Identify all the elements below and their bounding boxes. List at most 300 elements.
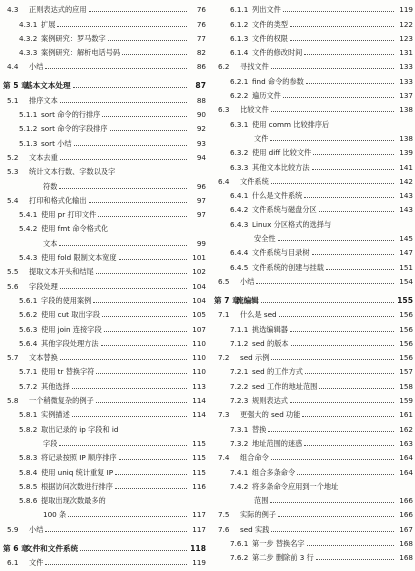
toc-page-number: 156 — [399, 310, 413, 320]
toc-entry — [3, 448, 206, 462]
toc-entry-title: 文件的类型 — [252, 19, 288, 29]
toc-dot-leader — [60, 358, 187, 360]
toc-entry — [214, 548, 413, 562]
toc-entry-number: 7.1.1 — [230, 324, 249, 334]
toc-entry-title: 使用 uniq 统计重复 IP — [41, 467, 114, 477]
toc-dot-leader — [119, 258, 187, 260]
toc-page-number: 96 — [196, 181, 206, 191]
toc-entry-number: 7.2.1 — [230, 367, 249, 377]
toc-entry-title: 文件的修改时间 — [252, 48, 303, 58]
toc-entry — [3, 176, 206, 190]
toc-entry-title: 提取文本开头和结尾 — [29, 267, 94, 277]
toc-entry-title: 组合多条命令 — [252, 467, 296, 477]
toc-page-number: 86 — [196, 62, 206, 72]
toc-entry — [3, 14, 206, 28]
toc-dot-leader — [45, 563, 187, 565]
toc-entry — [3, 162, 206, 176]
toc-entry-number: 5.1.3 — [19, 138, 38, 148]
toc-entry — [3, 133, 206, 147]
toc-dot-leader — [319, 210, 394, 212]
toc-entry-title: 案例研究：罗马数字 — [41, 33, 106, 43]
toc-entry-number: 5.6.3 — [19, 324, 38, 334]
toc-entry-number: 5.1.1 — [19, 110, 38, 120]
toc-entry-title: 第一步 替换名字 — [252, 538, 305, 548]
toc-entry-number: 5.3 — [7, 167, 19, 177]
toc-dot-leader — [60, 101, 187, 103]
toc-page-number: 102 — [192, 267, 206, 277]
toc-entry — [214, 534, 413, 548]
toc-page-number: 143 — [399, 205, 413, 215]
toc-entry — [3, 119, 206, 133]
toc-entry-number: 6.1.4 — [230, 48, 249, 58]
toc-entry-title: 使用 comm 比较排序后 — [252, 119, 330, 129]
toc-entry — [3, 348, 206, 362]
toc-page-number: 104 — [192, 281, 206, 291]
toc-entry-title: 组合命令 — [240, 453, 269, 463]
toc-entry — [214, 477, 413, 491]
toc-entry — [214, 229, 413, 243]
toc-dot-leader — [68, 515, 187, 517]
toc-entry — [214, 391, 413, 405]
toc-entry-title: sed 实践 — [240, 524, 270, 534]
toc-page-number: 138 — [399, 105, 413, 115]
toc-entry-title: 什么是文件系统 — [252, 191, 303, 201]
toc-entry — [3, 233, 206, 247]
toc-entry — [3, 43, 206, 57]
toc-chapter-entry — [3, 534, 206, 553]
toc-page-number: 119 — [192, 557, 206, 567]
toc-entry-title: 符数 — [43, 181, 58, 191]
toc-entry-number: 7.3 — [218, 410, 230, 420]
toc-page-number: 115 — [192, 438, 206, 448]
toc-page-number: 107 — [192, 324, 206, 334]
toc-dot-leader — [271, 458, 394, 460]
toc-entry-number: 7.4 — [218, 453, 230, 463]
toc-entry-title: 文本替换 — [29, 353, 58, 363]
toc-page-number: 117 — [192, 524, 206, 534]
toc-entry-number: 6.4.3 — [230, 219, 249, 229]
toc-entry — [214, 100, 413, 114]
toc-entry-title: 使用 diff 比较文件 — [252, 148, 312, 158]
toc-page-number: 168 — [399, 553, 413, 563]
toc-page-number: 123 — [399, 33, 413, 43]
toc-entry-title: sed 示例 — [240, 353, 270, 363]
toc-entry — [3, 148, 206, 162]
toc-entry-number: 6.1.1 — [230, 5, 249, 15]
toc-entry-number: 6.2.2 — [230, 91, 249, 101]
toc-dot-leader — [115, 473, 187, 475]
toc-dot-leader — [45, 530, 187, 532]
toc-entry-title: 使用 pr 打印文件 — [41, 210, 97, 220]
toc-entry — [3, 29, 206, 43]
toc-entry — [3, 319, 206, 333]
toc-dot-leader — [59, 187, 187, 189]
toc-entry — [214, 334, 413, 348]
toc-entry — [214, 419, 413, 433]
toc-entry-number: 6.2.1 — [230, 76, 249, 86]
toc-entry-number: 7.3.1 — [230, 424, 249, 434]
toc-dot-leader — [60, 287, 187, 289]
toc-entry-title: find 命令的参数 — [252, 76, 304, 86]
toc-entry — [3, 90, 206, 104]
toc-entry — [3, 491, 206, 505]
toc-entry-title: sed 的版本 — [252, 338, 289, 348]
toc-entry-title: 文件系统与目录树 — [252, 248, 310, 258]
toc-page-number: 110 — [192, 338, 206, 348]
toc-page-number: 76 — [196, 5, 206, 15]
toc-entry-title: 文件系统与磁盘分区 — [252, 205, 317, 215]
toc-entry-title: 小结 — [29, 62, 44, 72]
toc-dot-leader — [306, 82, 394, 84]
toc-entry — [214, 186, 413, 200]
toc-entry-title: 文件 — [254, 133, 269, 143]
toc-entry-title: 取出记录的 ip 字段和 id — [41, 424, 119, 434]
toc-entry-number: 5.6.1 — [19, 295, 38, 305]
toc-entry-title: 使用 fold 限制文本宽度 — [41, 253, 117, 263]
toc-entry — [214, 376, 413, 390]
toc-page-number: 138 — [399, 133, 413, 143]
toc-dot-leader — [72, 387, 187, 389]
toc-dot-leader — [319, 387, 394, 389]
toc-entry — [214, 29, 413, 43]
toc-entry — [214, 157, 413, 171]
toc-dot-leader — [59, 244, 187, 246]
toc-dot-leader — [290, 401, 394, 403]
toc-entry-title: 使用 tr 替换字符 — [41, 367, 95, 377]
toc-entry-number: 6.4.1 — [230, 191, 249, 201]
toc-entry — [214, 57, 413, 71]
toc-entry-title: sort 命令的字段排序 — [41, 124, 108, 134]
toc-entry-title: 挑选编辑器 — [252, 324, 288, 334]
toc-chapter-entry — [3, 71, 206, 90]
toc-entry-number: 7.2.2 — [230, 381, 249, 391]
toc-dot-leader — [110, 129, 187, 131]
toc-entry-title: 比较文件 — [240, 105, 269, 115]
toc-dot-leader — [89, 10, 187, 12]
toc-entry-number: 6.1 — [7, 557, 19, 567]
toc-entry-number: 7.4.1 — [230, 467, 249, 477]
toc-entry-number: 6.3.3 — [230, 162, 249, 172]
toc-entry-number: 第 6 章 — [3, 543, 29, 553]
toc-dot-leader — [326, 268, 394, 270]
toc-dot-leader — [313, 153, 394, 155]
toc-entry-number: 5.4.1 — [19, 210, 38, 220]
toc-dot-leader — [104, 330, 187, 332]
toc-entry — [3, 477, 206, 491]
toc-entry-number: 5.8.6 — [19, 496, 38, 506]
toc-dot-leader — [102, 315, 187, 317]
toc-dot-leader — [268, 430, 394, 432]
toc-entry-title: 流编辑 — [236, 295, 259, 305]
toc-entry-title: 第二步 删除前 3 行 — [252, 553, 314, 563]
toc-dot-leader — [270, 139, 394, 141]
toc-entry-title: 打印和格式化输出 — [29, 195, 87, 205]
toc-page-number: 115 — [192, 467, 206, 477]
toc-entry-number: 4.3.1 — [19, 19, 38, 29]
toc-column-left — [3, 0, 206, 571]
toc-dot-leader — [271, 358, 394, 360]
toc-entry-number: 4.3.2 — [19, 33, 38, 43]
toc-page-number: 105 — [192, 310, 206, 320]
toc-page-number: 99 — [196, 238, 206, 248]
toc-dot-leader — [316, 558, 394, 560]
toc-dot-leader — [304, 196, 394, 198]
toc-dot-leader — [278, 239, 394, 241]
toc-entry-number: 7.6.1 — [230, 538, 249, 548]
toc-page-number: 168 — [399, 538, 413, 548]
toc-page-number: 166 — [399, 496, 413, 506]
toc-page-number: 88 — [196, 95, 206, 105]
toc-dot-leader — [290, 39, 394, 41]
toc-dot-leader — [305, 372, 394, 374]
toc-page-number: 164 — [399, 453, 413, 463]
toc-entry — [214, 172, 413, 186]
toc-entry-title: 范围 — [254, 496, 269, 506]
toc-page-number: 114 — [192, 410, 206, 420]
toc-entry-title: 根据访问次数进行排序 — [41, 481, 113, 491]
toc-dot-leader — [115, 487, 187, 489]
toc-entry-number: 5.4.2 — [19, 224, 38, 234]
toc-dot-leader — [271, 110, 394, 112]
toc-page-number: 142 — [399, 176, 413, 186]
toc-entry-number: 7.2 — [218, 353, 230, 363]
toc-entry-title: sed 工作的地址范围 — [252, 381, 318, 391]
toc-entry-title: 规则表达式 — [252, 396, 288, 406]
toc-entry-title: 其他字段处理方法 — [41, 338, 99, 348]
toc-entry — [214, 200, 413, 214]
toc-entry — [214, 114, 413, 128]
toc-entry-title: 文本 — [43, 238, 58, 248]
toc-entry — [214, 434, 413, 448]
toc-dot-leader — [283, 10, 394, 12]
toc-entry-number: 6.4.2 — [230, 205, 249, 215]
toc-page-number: 82 — [196, 48, 206, 58]
toc-dot-leader — [302, 415, 394, 417]
toc-entry-title: 其他文本比较方法 — [252, 162, 310, 172]
toc-page-number: 131 — [399, 48, 413, 58]
toc-entry — [3, 334, 206, 348]
toc-entry-number: 5.7 — [7, 353, 19, 363]
toc-entry-title: 字段的使用案例 — [41, 295, 92, 305]
toc-page-number: 156 — [399, 324, 413, 334]
toc-entry — [3, 262, 206, 276]
toc-dot-leader — [271, 67, 394, 69]
toc-entry-number: 5.4 — [7, 195, 19, 205]
toc-dot-leader — [290, 330, 394, 332]
toc-entry — [214, 143, 413, 157]
toc-page-number: 122 — [399, 19, 413, 29]
toc-chapter-entry — [214, 286, 413, 305]
toc-entry-title: 文件系统的创建与挂载 — [252, 262, 324, 272]
toc-entry-number: 第 7 章 — [214, 295, 240, 305]
toc-entry-number: 6.1.2 — [230, 19, 249, 29]
toc-page-number: 137 — [399, 91, 413, 101]
toc-entry — [3, 376, 206, 390]
toc-dot-leader — [98, 215, 187, 217]
toc-dot-leader — [96, 372, 187, 374]
toc-entry-title: 地址范围的迷惑 — [252, 438, 303, 448]
toc-entry-title: 案例研究：解析电话号码 — [41, 48, 121, 58]
toc-entry-number: 6.1.3 — [230, 33, 249, 43]
toc-page-number: 155 — [397, 295, 413, 305]
toc-entry-title: sed 的工作方式 — [252, 367, 303, 377]
toc-page-number: 113 — [192, 381, 206, 391]
toc-entry — [3, 191, 206, 205]
toc-entry-number: 6.3.1 — [230, 119, 249, 129]
toc-dot-leader — [297, 473, 394, 475]
toc-dot-leader — [96, 272, 187, 274]
toc-entry-title: 替换 — [252, 424, 267, 434]
toc-entry-title: Linux 分区格式的选择与 — [252, 219, 332, 229]
toc-entry-title: 文件系统 — [240, 176, 269, 186]
toc-entry-number: 5.1.2 — [19, 124, 38, 134]
toc-entry-title: 其他选择 — [41, 381, 70, 391]
toc-entry-number: 7.4.2 — [230, 481, 249, 491]
toc-column-right — [214, 0, 413, 571]
toc-entry — [214, 462, 413, 476]
toc-entry-number: 6.3.2 — [230, 148, 249, 158]
toc-entry-number: 6.2 — [218, 62, 230, 72]
toc-entry — [3, 291, 206, 305]
toc-page-number: 151 — [399, 262, 413, 272]
toc-dot-leader — [73, 86, 187, 88]
toc-dot-leader — [101, 344, 187, 346]
toc-entry-number: 5.8 — [7, 396, 19, 406]
toc-page-number: 117 — [192, 510, 206, 520]
toc-page-number: 156 — [399, 353, 413, 363]
toc-dot-leader — [312, 253, 394, 255]
toc-entry-title: 正则表达式的应用 — [29, 5, 87, 15]
toc-page-number: 133 — [399, 76, 413, 86]
toc-entry-title: sort 命令的行排序 — [41, 110, 101, 120]
toc-entry-title: 文本去重 — [29, 152, 58, 162]
toc-entry — [3, 462, 206, 476]
toc-entry — [214, 71, 413, 85]
toc-page-number: 104 — [192, 295, 206, 305]
toc-dot-leader — [261, 301, 394, 303]
toc-dot-leader — [72, 415, 187, 417]
toc-page-number: 159 — [399, 396, 413, 406]
toc-page-number: 116 — [192, 481, 206, 491]
toc-entry-title: 提取出现次数最多的 — [41, 496, 106, 506]
toc-entry — [214, 405, 413, 419]
toc-entry-number: 6.3 — [218, 105, 230, 115]
toc-dot-leader — [74, 144, 187, 146]
toc-page-number: 76 — [196, 19, 206, 29]
toc-entry — [214, 505, 413, 519]
toc-entry-title: 更强大的 sed 功能 — [240, 410, 301, 420]
toc-entry-title: 文件和文件系统 — [25, 543, 79, 553]
toc-dot-leader — [283, 96, 394, 98]
toc-entry-title: 使用 join 连接字段 — [41, 324, 102, 334]
toc-page-number: 161 — [399, 410, 413, 420]
toc-entry-title: 将记录按照 IP 顺序排序 — [41, 453, 117, 463]
toc-entry — [214, 491, 413, 505]
toc-dot-leader — [102, 115, 187, 117]
toc-page-number: 94 — [196, 152, 206, 162]
toc-entry — [214, 0, 413, 14]
toc-page-number: 143 — [399, 191, 413, 201]
toc-entry — [214, 348, 413, 362]
toc-page-number: 119 — [399, 5, 413, 15]
toc-entry-title: 扩展 — [41, 19, 56, 29]
toc-page-number: 145 — [399, 234, 413, 244]
toc-entry-title: 寻找文件 — [240, 62, 269, 72]
toc-entry-number: 5.9 — [7, 524, 19, 534]
toc-entry-title: 文件 — [29, 557, 44, 567]
toc-entry-title: 遍历文件 — [252, 91, 281, 101]
toc-dot-leader — [304, 444, 394, 446]
toc-dot-leader — [89, 201, 187, 203]
toc-entry-number: 5.1 — [7, 95, 19, 105]
toc-entry — [214, 243, 413, 257]
toc-page-number: 93 — [196, 138, 206, 148]
toc-entry — [214, 43, 413, 57]
toc-entry — [3, 391, 206, 405]
toc-entry — [3, 362, 206, 376]
toc-page-number: 87 — [195, 81, 206, 91]
toc-dot-leader — [291, 344, 394, 346]
toc-entry — [214, 129, 413, 143]
toc-page-number: 101 — [192, 253, 206, 263]
toc-dot-leader — [108, 39, 187, 41]
toc-page-number: 110 — [192, 367, 206, 377]
toc-dot-leader — [119, 458, 187, 460]
toc-entry-title: 使用 cut 取出字段 — [41, 310, 101, 320]
toc-page-number: 90 — [196, 110, 206, 120]
toc-entry-number: 7.6 — [218, 524, 230, 534]
toc-entry — [3, 505, 206, 519]
toc-entry-title: sort 小结 — [41, 138, 72, 148]
toc-entry-number: 5.8.2 — [19, 424, 38, 434]
toc-entry — [214, 257, 413, 271]
toc-dot-leader — [60, 158, 187, 160]
toc-entry — [214, 362, 413, 376]
toc-entry-number: 第 5 章 — [3, 81, 29, 91]
toc-entry — [214, 272, 413, 286]
toc-entry-title: 字段 — [43, 438, 58, 448]
toc-entry — [3, 276, 206, 290]
toc-entry-title: 实例描述 — [41, 410, 70, 420]
toc-dot-leader — [96, 401, 187, 403]
toc-entry-title: 字段处理 — [29, 281, 58, 291]
toc-entry-number: 5.8.1 — [19, 410, 38, 420]
toc-dot-leader — [93, 301, 187, 303]
toc-entry-title: 小结 — [240, 276, 255, 286]
toc-entry-number: 4.4 — [7, 62, 19, 72]
toc-entry — [214, 305, 413, 319]
toc-entry-title: 什么是 sed — [240, 310, 277, 320]
toc-page-number: 156 — [399, 338, 413, 348]
toc-entry-title: 列出文件 — [252, 5, 281, 15]
toc-entry-number: 6.4 — [218, 176, 230, 186]
toc-page-number: 77 — [196, 33, 206, 43]
toc-entry-title: 安全性 — [254, 234, 276, 244]
toc-entry — [3, 434, 206, 448]
toc-entry-number: 6.4.5 — [230, 262, 249, 272]
toc-entry-number: 5.5 — [7, 267, 19, 277]
toc-entry-number: 5.6.4 — [19, 338, 38, 348]
toc-entry — [214, 448, 413, 462]
toc-entry — [3, 105, 206, 119]
toc-entry-title: 排序文本 — [29, 95, 58, 105]
toc-entry-number: 6.5 — [218, 276, 230, 286]
toc-dot-leader — [290, 25, 394, 27]
toc-dot-leader — [279, 315, 394, 317]
toc-dot-leader — [304, 53, 394, 55]
toc-dot-leader — [59, 444, 187, 446]
toc-entry-number: 7.6.2 — [230, 553, 249, 563]
